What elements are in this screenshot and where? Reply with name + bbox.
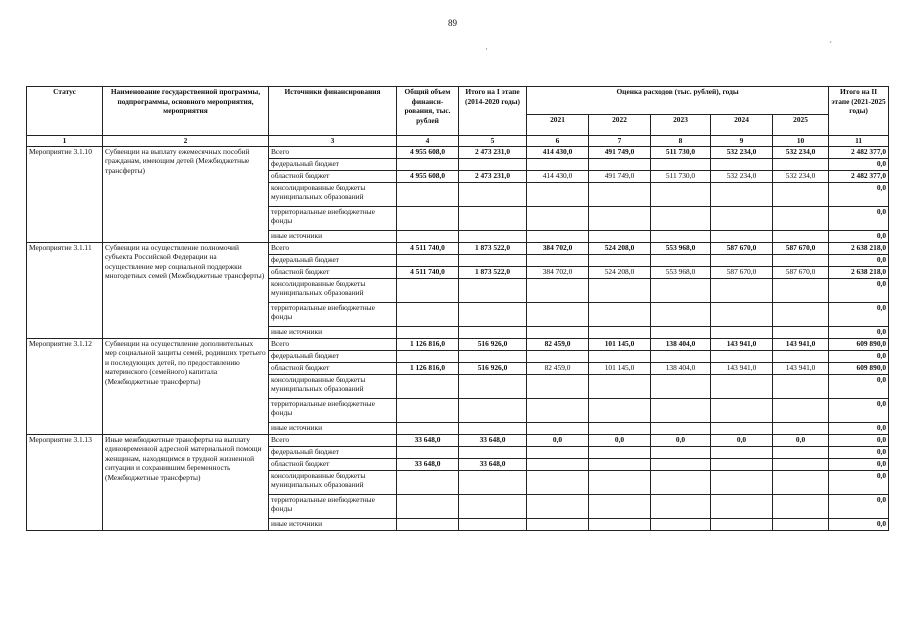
value-cell	[773, 374, 829, 398]
value-cell	[527, 446, 589, 458]
value-cell	[459, 446, 527, 458]
value-cell: 0,0	[829, 158, 889, 170]
value-cell	[527, 182, 589, 206]
value-cell	[527, 206, 589, 230]
column-index: 8	[651, 136, 711, 147]
value-cell	[589, 350, 651, 362]
value-cell: 511 730,0	[651, 146, 711, 158]
value-cell	[711, 254, 773, 266]
value-cell	[651, 302, 711, 326]
value-cell	[773, 302, 829, 326]
value-cell	[397, 182, 459, 206]
source-label: иные источники	[269, 230, 397, 242]
value-cell	[711, 230, 773, 242]
value-cell	[527, 254, 589, 266]
value-cell	[651, 254, 711, 266]
table-row	[27, 338, 889, 350]
value-cell	[651, 422, 711, 434]
row-name: Иные межбюджетные трансферты на выплату единовременной адресной материальной помощи женщинам, находящимся в трудной жизненной ситуации и сохранившим беременность (Межбюджетные трансферты)	[103, 434, 269, 530]
header-estimate: Оценка расходов (тыс. рублей), годы	[527, 87, 829, 115]
value-cell	[527, 158, 589, 170]
value-cell: 553 968,0	[651, 242, 711, 254]
value-cell	[711, 470, 773, 494]
value-cell: 101 145,0	[589, 338, 651, 350]
row-name: Субвенции на осуществление полномочий субъекта Российской Федерации на осуществление мер социальной поддержки многодетных семей (Межбюджетные трансферты)	[103, 242, 269, 338]
value-cell	[711, 446, 773, 458]
value-cell: 33 648,0	[459, 434, 527, 446]
source-label: территориальные внебюджетные фонды	[269, 398, 397, 422]
value-cell	[397, 254, 459, 266]
value-cell	[527, 422, 589, 434]
value-cell: 0,0	[829, 182, 889, 206]
value-cell: 384 702,0	[527, 242, 589, 254]
value-cell: 33 648,0	[459, 458, 527, 470]
value-cell	[711, 278, 773, 302]
value-cell: 532 234,0	[773, 146, 829, 158]
value-cell	[459, 182, 527, 206]
column-index: 6	[527, 136, 589, 147]
source-label: иные источники	[269, 326, 397, 338]
value-cell	[651, 494, 711, 518]
value-cell	[589, 446, 651, 458]
value-cell: 0,0	[829, 434, 889, 446]
value-cell	[651, 446, 711, 458]
value-cell: 532 234,0	[711, 146, 773, 158]
source-label: областной бюджет	[269, 362, 397, 374]
value-cell	[527, 518, 589, 530]
value-cell: 0,0	[829, 230, 889, 242]
value-cell	[459, 254, 527, 266]
column-index: 5	[459, 136, 527, 147]
value-cell	[459, 278, 527, 302]
value-cell	[459, 326, 527, 338]
value-cell: 1 126 816,0	[397, 338, 459, 350]
header-year: 2023	[651, 115, 711, 136]
row-name: Субвенции на осуществление дополнительных мер социальной защиты семей, родивших третьего и последующих детей, по предоставлению материнского (семейного) капитала (Межбюджетные трансферты)	[103, 338, 269, 434]
value-cell: 33 648,0	[397, 434, 459, 446]
value-cell	[397, 158, 459, 170]
value-cell: 143 941,0	[711, 338, 773, 350]
value-cell	[651, 470, 711, 494]
value-cell	[711, 458, 773, 470]
value-cell	[527, 458, 589, 470]
value-cell: 553 968,0	[651, 266, 711, 278]
value-cell	[773, 326, 829, 338]
value-cell	[651, 278, 711, 302]
value-cell: 0,0	[829, 458, 889, 470]
column-index: 1	[27, 136, 103, 147]
value-cell: 143 941,0	[773, 362, 829, 374]
source-label: территориальные внебюджетные фонды	[269, 206, 397, 230]
value-cell	[459, 206, 527, 230]
table-row	[27, 146, 889, 158]
value-cell	[527, 302, 589, 326]
source-label: федеральный бюджет	[269, 254, 397, 266]
value-cell	[711, 206, 773, 230]
value-cell: 0,0	[829, 278, 889, 302]
value-cell	[589, 254, 651, 266]
value-cell	[589, 422, 651, 434]
value-cell	[397, 518, 459, 530]
value-cell	[773, 278, 829, 302]
value-cell: 524 208,0	[589, 266, 651, 278]
row-status: Мероприятие 3.1.10	[27, 146, 103, 242]
value-cell	[397, 494, 459, 518]
value-cell	[711, 398, 773, 422]
row-name: Субвенции на выплату ежемесячных пособий гражданам, имеющим детей (Межбюджетные трансферты)	[103, 146, 269, 242]
value-cell: 33 648,0	[397, 458, 459, 470]
source-label: консолидированные бюджеты муниципальных образований	[269, 278, 397, 302]
value-cell: 0,0	[829, 494, 889, 518]
value-cell	[711, 350, 773, 362]
value-cell	[651, 374, 711, 398]
header-year: 2024	[711, 115, 773, 136]
source-label: Всего	[269, 242, 397, 254]
value-cell	[773, 206, 829, 230]
value-cell	[589, 206, 651, 230]
source-label: Всего	[269, 146, 397, 158]
header-year: 2022	[589, 115, 651, 136]
value-cell	[651, 518, 711, 530]
value-cell: 0,0	[651, 434, 711, 446]
value-cell: 0,0	[829, 446, 889, 458]
value-cell	[459, 422, 527, 434]
value-cell: 2 482 377,0	[829, 170, 889, 182]
scan-speck: ·	[485, 44, 488, 54]
value-cell	[527, 278, 589, 302]
column-index: 9	[711, 136, 773, 147]
source-label: федеральный бюджет	[269, 446, 397, 458]
value-cell: 0,0	[829, 350, 889, 362]
value-cell	[711, 374, 773, 398]
value-cell: 0,0	[829, 518, 889, 530]
value-cell	[397, 206, 459, 230]
value-cell	[397, 230, 459, 242]
value-cell	[773, 518, 829, 530]
value-cell	[459, 470, 527, 494]
value-cell	[651, 350, 711, 362]
value-cell	[711, 326, 773, 338]
header-total: Общий объем финанси-рования, тыс. рублей	[397, 87, 459, 136]
value-cell: 4 511 740,0	[397, 242, 459, 254]
value-cell	[527, 398, 589, 422]
header-year: 2021	[527, 115, 589, 136]
value-cell	[397, 302, 459, 326]
column-index: 2	[103, 136, 269, 147]
source-label: областной бюджет	[269, 170, 397, 182]
value-cell: 0,0	[829, 254, 889, 266]
value-cell: 101 145,0	[589, 362, 651, 374]
value-cell	[397, 374, 459, 398]
value-cell: 0,0	[773, 434, 829, 446]
value-cell	[651, 230, 711, 242]
source-label: областной бюджет	[269, 266, 397, 278]
column-index: 10	[773, 136, 829, 147]
header-stage1: Итого на I этапе (2014-2020 годы)	[459, 87, 527, 136]
value-cell: 516 926,0	[459, 362, 527, 374]
value-cell: 384 702,0	[527, 266, 589, 278]
value-cell: 143 941,0	[773, 338, 829, 350]
value-cell: 138 404,0	[651, 338, 711, 350]
value-cell	[459, 494, 527, 518]
value-cell	[397, 398, 459, 422]
value-cell	[711, 302, 773, 326]
value-cell: 587 670,0	[711, 242, 773, 254]
value-cell	[711, 422, 773, 434]
scan-speck: ´	[829, 40, 832, 50]
value-cell	[589, 158, 651, 170]
value-cell: 0,0	[527, 434, 589, 446]
value-cell	[711, 518, 773, 530]
value-cell	[589, 398, 651, 422]
value-cell	[527, 230, 589, 242]
value-cell: 2 473 231,0	[459, 146, 527, 158]
value-cell	[589, 518, 651, 530]
source-label: консолидированные бюджеты муниципальных образований	[269, 470, 397, 494]
value-cell	[527, 326, 589, 338]
value-cell: 1 873 522,0	[459, 266, 527, 278]
source-label: иные источники	[269, 518, 397, 530]
value-cell: 0,0	[829, 326, 889, 338]
row-status: Мероприятие 3.1.13	[27, 434, 103, 530]
source-label: Всего	[269, 434, 397, 446]
value-cell	[589, 230, 651, 242]
source-label: иные источники	[269, 422, 397, 434]
value-cell	[773, 470, 829, 494]
value-cell: 82 459,0	[527, 338, 589, 350]
value-cell	[651, 182, 711, 206]
value-cell: 0,0	[829, 206, 889, 230]
value-cell	[397, 446, 459, 458]
value-cell: 0,0	[829, 374, 889, 398]
value-cell	[773, 230, 829, 242]
row-status: Мероприятие 3.1.11	[27, 242, 103, 338]
value-cell: 414 430,0	[527, 170, 589, 182]
value-cell: 2 638 218,0	[829, 266, 889, 278]
value-cell: 2 473 231,0	[459, 170, 527, 182]
value-cell	[773, 350, 829, 362]
header-stage2: Итого на II этапе (2021-2025 годы)	[829, 87, 889, 136]
value-cell	[589, 458, 651, 470]
column-index: 4	[397, 136, 459, 147]
value-cell: 414 430,0	[527, 146, 589, 158]
header-status: Статус	[27, 87, 103, 136]
value-cell: 1 873 522,0	[459, 242, 527, 254]
value-cell: 524 208,0	[589, 242, 651, 254]
value-cell: 82 459,0	[527, 362, 589, 374]
value-cell	[397, 326, 459, 338]
value-cell: 609 890,0	[829, 362, 889, 374]
value-cell: 491 749,0	[589, 170, 651, 182]
value-cell	[459, 398, 527, 422]
value-cell: 4 955 608,0	[397, 170, 459, 182]
source-label: областной бюджет	[269, 458, 397, 470]
value-cell	[459, 350, 527, 362]
value-cell	[459, 230, 527, 242]
value-cell	[651, 326, 711, 338]
source-label: федеральный бюджет	[269, 158, 397, 170]
value-cell	[773, 254, 829, 266]
table-row	[27, 242, 889, 254]
value-cell: 0,0	[829, 398, 889, 422]
value-cell	[589, 278, 651, 302]
value-cell	[527, 494, 589, 518]
value-cell	[773, 458, 829, 470]
value-cell	[397, 278, 459, 302]
column-index: 7	[589, 136, 651, 147]
source-label: консолидированные бюджеты муниципальных образований	[269, 182, 397, 206]
value-cell: 4 511 740,0	[397, 266, 459, 278]
value-cell: 0,0	[589, 434, 651, 446]
value-cell	[711, 158, 773, 170]
value-cell: 587 670,0	[711, 266, 773, 278]
value-cell: 609 890,0	[829, 338, 889, 350]
table-body	[27, 146, 889, 530]
budget-table	[26, 86, 889, 531]
value-cell	[589, 182, 651, 206]
value-cell	[589, 494, 651, 518]
source-label: консолидированные бюджеты муниципальных образований	[269, 374, 397, 398]
header-year: 2025	[773, 115, 829, 136]
value-cell	[397, 422, 459, 434]
value-cell: 0,0	[829, 470, 889, 494]
source-label: Всего	[269, 338, 397, 350]
value-cell: 511 730,0	[651, 170, 711, 182]
value-cell	[459, 302, 527, 326]
value-cell: 4 955 608,0	[397, 146, 459, 158]
value-cell	[651, 158, 711, 170]
value-cell	[589, 302, 651, 326]
value-cell	[397, 470, 459, 494]
value-cell	[651, 458, 711, 470]
value-cell: 0,0	[711, 434, 773, 446]
source-label: территориальные внебюджетные фонды	[269, 494, 397, 518]
header-sources: Источники финансирования	[269, 87, 397, 136]
value-cell	[459, 374, 527, 398]
source-label: территориальные внебюджетные фонды	[269, 302, 397, 326]
value-cell: 532 234,0	[773, 170, 829, 182]
value-cell: 143 941,0	[711, 362, 773, 374]
value-cell	[711, 494, 773, 518]
value-cell: 0,0	[829, 422, 889, 434]
value-cell	[527, 470, 589, 494]
page-number: 89	[448, 18, 457, 28]
value-cell	[397, 350, 459, 362]
source-label: федеральный бюджет	[269, 350, 397, 362]
value-cell	[773, 494, 829, 518]
value-cell	[773, 446, 829, 458]
value-cell	[527, 374, 589, 398]
value-cell	[589, 470, 651, 494]
value-cell: 2 638 218,0	[829, 242, 889, 254]
value-cell: 532 234,0	[711, 170, 773, 182]
value-cell: 2 482 377,0	[829, 146, 889, 158]
value-cell	[711, 182, 773, 206]
value-cell	[651, 398, 711, 422]
value-cell	[773, 182, 829, 206]
value-cell	[773, 158, 829, 170]
value-cell	[589, 326, 651, 338]
table-row	[27, 434, 889, 446]
value-cell	[459, 158, 527, 170]
value-cell: 516 926,0	[459, 338, 527, 350]
column-index: 11	[829, 136, 889, 147]
value-cell	[773, 398, 829, 422]
value-cell: 491 749,0	[589, 146, 651, 158]
value-cell: 587 670,0	[773, 242, 829, 254]
value-cell	[527, 350, 589, 362]
value-cell: 587 670,0	[773, 266, 829, 278]
value-cell: 0,0	[829, 302, 889, 326]
value-cell: 138 404,0	[651, 362, 711, 374]
header-name: Наименование государственной программы, подпрограммы, основного мероприятия, мероприятия	[103, 87, 269, 136]
column-index: 3	[269, 136, 397, 147]
value-cell: 1 126 816,0	[397, 362, 459, 374]
row-status: Мероприятие 3.1.12	[27, 338, 103, 434]
value-cell	[773, 422, 829, 434]
value-cell	[589, 374, 651, 398]
value-cell	[459, 518, 527, 530]
value-cell	[651, 206, 711, 230]
